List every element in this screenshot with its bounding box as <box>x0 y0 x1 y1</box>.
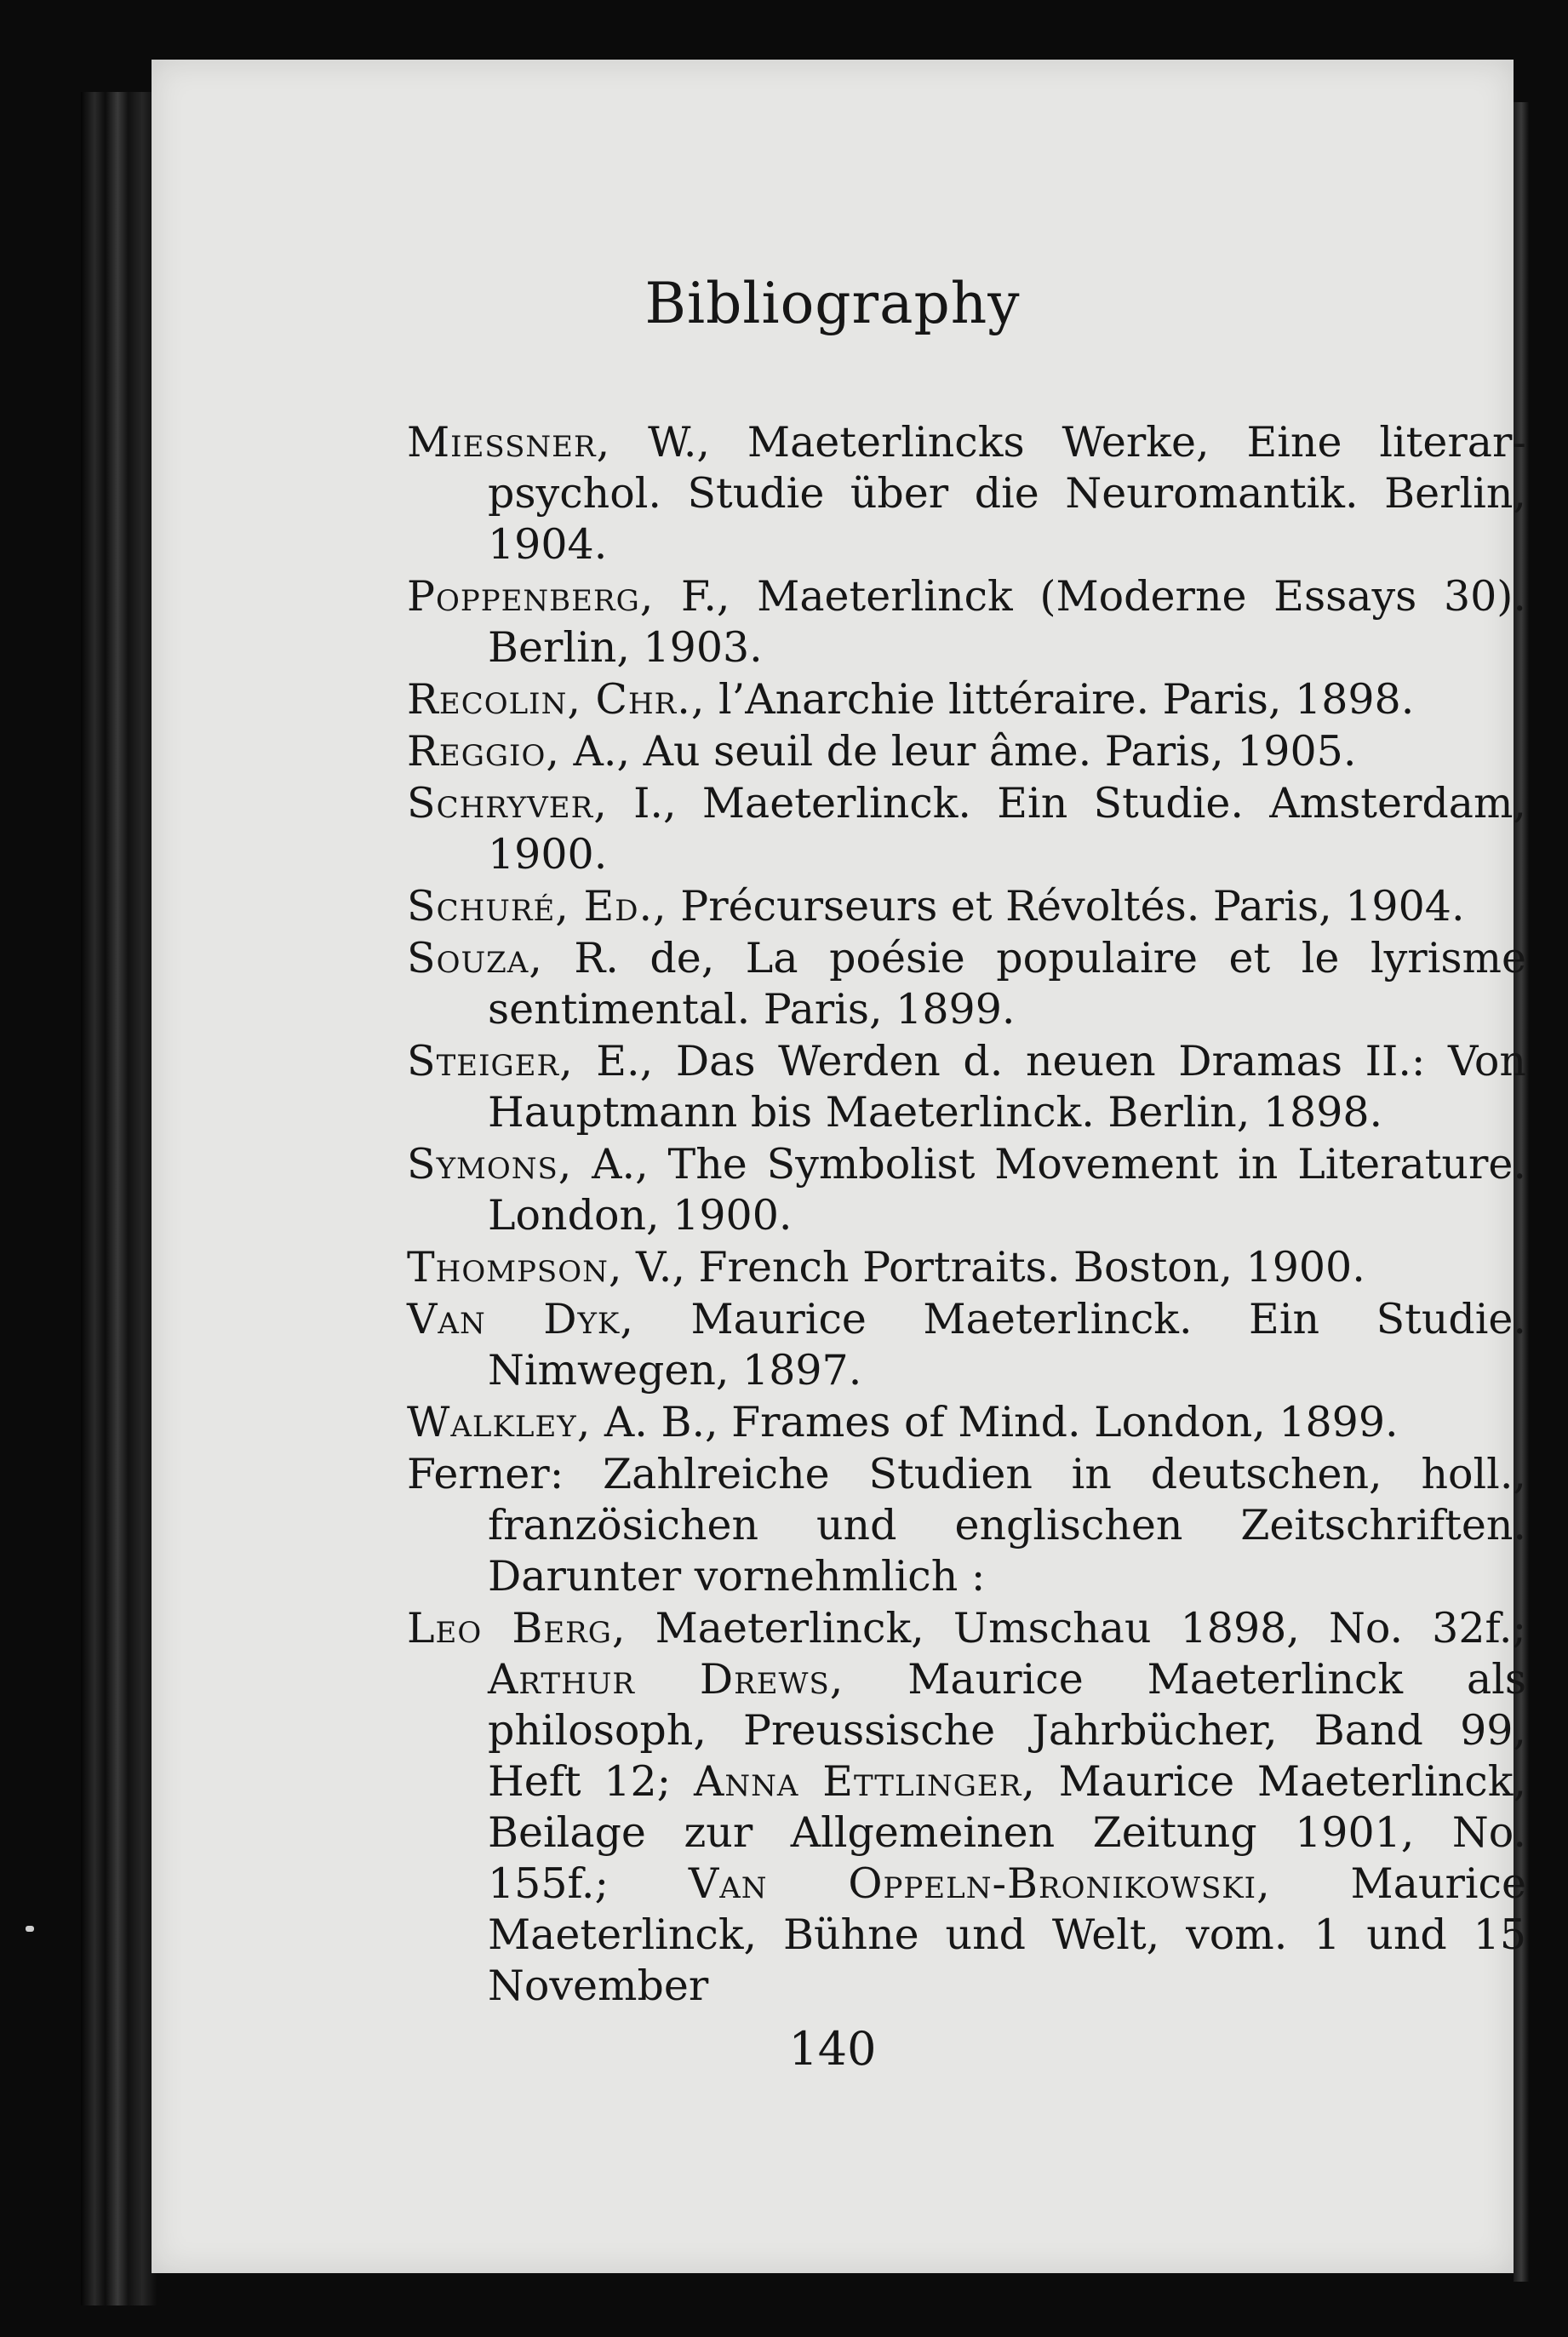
page-title: Bibliography <box>644 271 1021 336</box>
entry-author: Leo Berg, <box>407 1604 627 1653</box>
bibliography-entry <box>407 1139 1526 1241</box>
bibliography-entry <box>407 1397 1526 1448</box>
entry-text: I., Maeterlinck. Ein Studie. Amsterdam, 1900. <box>488 779 1527 879</box>
entry-text: Maurice Maeterlinck. Ein Studie. Nimwegen, 1897. <box>488 1295 1526 1395</box>
entry-author: Schuré, Ed., <box>407 882 667 931</box>
entry-text: Maurice Maeterlinck als philosoph, Preussische Jahrbücher, Band 99, Heft 12; <box>488 1655 1526 1806</box>
entry-text: Maeterlinck, Umschau 1898, No. 32f.; <box>655 1604 1526 1653</box>
entry-author: Miessner, <box>407 418 611 467</box>
entry-author: Recolin, Chr., <box>407 675 706 724</box>
entry-text: A., Au seuil de leur âme. Paris, 1905. <box>573 727 1357 776</box>
page-number: 140 <box>788 2022 877 2076</box>
bibliography-entry-periodicals <box>407 1603 1526 2012</box>
entry-author: Poppenberg, <box>407 572 655 621</box>
entry-text: A., The Symbolist Movement in Literature. London, 1900. <box>488 1140 1526 1240</box>
entry-text: Maurice Maeterlinck, Bühne und Welt, vom. 1 und 15 November <box>488 1859 1526 2010</box>
entry-text: W., Maeterlincks Werke, Eine literar-psychol. Studie über die Neuromantik. Berlin, 1904. <box>488 418 1526 569</box>
book-page <box>152 60 1527 2273</box>
entry-text: R. de, La poésie populaire et le lyrisme sentimental. Paris, 1899. <box>488 934 1526 1034</box>
entry-author: Van Oppeln-Bronikowski, <box>688 1859 1271 1908</box>
bibliography-entry <box>407 1449 1526 1602</box>
bibliography-entry <box>407 1036 1526 1138</box>
entry-author: Reggio, <box>407 727 560 776</box>
entry-author: Arthur Drews, <box>488 1655 844 1704</box>
scan-speck <box>26 1926 34 1932</box>
bibliography-entry <box>407 726 1526 777</box>
entry-author: Anna Ettlinger, <box>693 1757 1036 1806</box>
bibliography-entry <box>407 674 1526 725</box>
book-binding-edge <box>81 92 157 2305</box>
entry-text: Précurseurs et Révoltés. Paris, 1904. <box>680 882 1465 931</box>
bibliography-entry <box>407 417 1526 570</box>
entry-author: Schryver, <box>407 779 608 828</box>
entry-author: Steiger, <box>407 1037 574 1085</box>
entry-text: A. B., Frames of Mind. London, 1899. <box>604 1398 1399 1446</box>
bibliography-entry <box>407 933 1526 1035</box>
bibliography-entry <box>407 571 1526 673</box>
entry-author: Souza, <box>407 934 543 982</box>
entry-text: l’Anarchie littéraire. Paris, 1898. <box>718 675 1415 724</box>
entry-author: Ferner: <box>407 1450 564 1498</box>
entry-text: E., Das Werden d. neuen Dramas II.: Von Hauptmann bis Maeterlinck. Berlin, 1898. <box>488 1037 1526 1137</box>
entry-text: Zahlreiche Studien in deutschen, holl., französichen und englischen Zeitschriften. Darunter vornehmlich : <box>488 1450 1526 1601</box>
bibliography-entry <box>407 881 1526 932</box>
entry-text: V., French Portraits. Boston, 1900. <box>635 1243 1365 1292</box>
entry-text: Maurice Maeterlinck, Beilage zur Allgemeinen Zeitung 1901, No. 155f.; <box>488 1757 1527 1908</box>
entry-author: Thompson, <box>407 1243 623 1292</box>
entry-author: Symons, <box>407 1140 573 1189</box>
entry-text: F., Maeterlinck (Moderne Essays 30). Berlin, 1903. <box>488 572 1526 672</box>
bibliography-entry <box>407 1294 1526 1396</box>
bibliography-list <box>407 417 1526 2013</box>
entry-author: Van Dyk, <box>407 1295 634 1343</box>
bibliography-entry <box>407 1242 1526 1293</box>
entry-author: Walkley, <box>407 1398 592 1446</box>
bibliography-entry <box>407 778 1526 880</box>
